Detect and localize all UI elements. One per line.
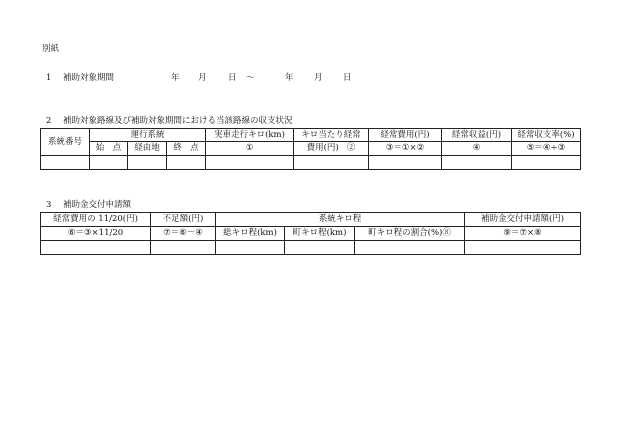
header-total-km: 総キロ程(km)	[216, 227, 285, 241]
income-expense-table	[40, 128, 581, 170]
header-town-ratio: 町キロ程の割合(%)⑧	[355, 227, 465, 241]
cell	[128, 156, 167, 170]
section1-month-to: 月	[314, 73, 323, 83]
header-actual-km-no: ①	[206, 142, 294, 156]
header-subsidy-formula: ⑨＝⑦×⑧	[465, 227, 581, 241]
cell	[512, 156, 581, 170]
subsidy-table	[40, 212, 581, 255]
header-route-number: 系統番号	[41, 129, 90, 156]
header-ordinary-cost-formula: ③＝①×②	[369, 142, 442, 156]
header-cost-11-20-formula: ⑥＝③×11/20	[41, 227, 151, 241]
cost-per-km-no: ②	[346, 143, 356, 154]
cell	[41, 156, 90, 170]
section3-title: 補助金交付申請額	[63, 200, 132, 210]
section2-title: 補助対象路線及び補助対象期間における当該路線の収支状況	[63, 116, 293, 126]
cell	[41, 241, 151, 255]
header-ratio: 経常収支率(%)	[512, 129, 581, 142]
section1-title: 補助対象期間	[63, 73, 115, 83]
section1-number: 1	[46, 73, 52, 83]
section1-day-from: 日	[228, 73, 237, 83]
header-cost-11-20: 経常費用の 11/20(円)	[41, 213, 151, 227]
cell	[167, 156, 206, 170]
header-town-km: 町キロ程(km)	[285, 227, 355, 241]
section1-day-to: 日	[343, 73, 352, 83]
table-row	[41, 241, 581, 255]
section3-number: 3	[46, 200, 52, 210]
cell	[369, 156, 442, 170]
section1-year-to: 年	[285, 73, 294, 83]
cell	[206, 156, 294, 170]
section1-month-from: 月	[198, 73, 207, 83]
cell	[216, 241, 285, 255]
section1-year-from: 年	[171, 73, 180, 83]
appendix-label: 別紙	[42, 44, 60, 54]
cell	[294, 156, 369, 170]
header-actual-km: 実車走行キロ(km)	[206, 129, 294, 142]
header-end-point: 終 点	[167, 142, 206, 156]
header-ratio-formula: ⑤＝④÷③	[512, 142, 581, 156]
header-ordinary-revenue: 経常収益(円)	[442, 129, 512, 142]
section1-tilde: ～	[246, 73, 255, 83]
header-via: 経由地	[128, 142, 167, 156]
cost-per-km-unit: 費用(円)	[306, 143, 339, 154]
header-ordinary-cost: 経常費用(円)	[369, 129, 442, 142]
table-row	[41, 156, 581, 170]
header-route-km: 系統キロ程	[216, 213, 465, 227]
cell	[465, 241, 581, 255]
header-shortfall-formula: ⑦＝⑥－④	[151, 227, 216, 241]
cell	[90, 156, 128, 170]
header-cost-per-km-sub	[294, 142, 369, 156]
header-cost-per-km: キロ当たり経常	[294, 129, 369, 142]
header-start-point: 始 点	[90, 142, 128, 156]
header-shortfall: 不足額(円)	[151, 213, 216, 227]
cell	[355, 241, 465, 255]
cell	[285, 241, 355, 255]
cell	[151, 241, 216, 255]
header-ordinary-revenue-no: ④	[442, 142, 512, 156]
section2-number: 2	[46, 116, 52, 126]
header-subsidy: 補助金交付申請額(円)	[465, 213, 581, 227]
header-operating-route: 運行系統	[90, 129, 206, 142]
cell	[442, 156, 512, 170]
